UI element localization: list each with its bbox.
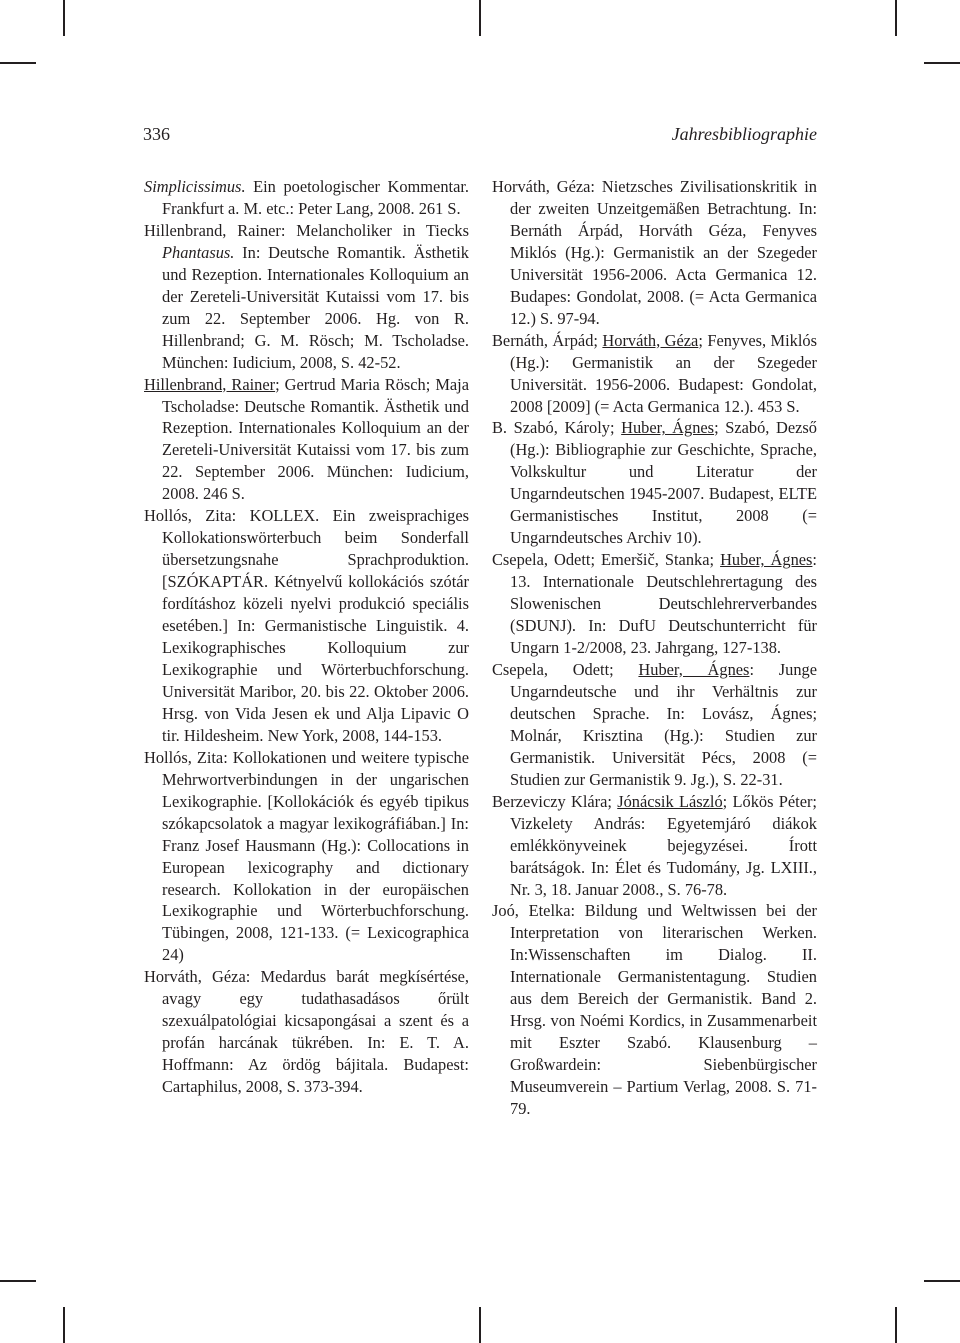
entry-underlined-author: Huber, Ágnes: [621, 418, 715, 438]
crop-mark-bottom-left-horizontal: [0, 1280, 36, 1282]
entry-underlined-author: Horváth, Géza: [602, 330, 699, 350]
entry-text: ; Szabó, Dezső (Hg.): Bibliographie zur Geschichte, Sprache, Volkskultur und Literatur der Ungarndeutschen 1945-2007. Budapest, ELTE Germanistisches Institut, 2008 (= Ungarndeutsches Archiv 10).: [510, 418, 817, 548]
crop-mark-top-right-vertical: [895, 0, 897, 36]
entry-italic-title: Phantasus.: [162, 242, 235, 262]
crop-mark-bottom-center: [479, 1307, 481, 1343]
left-column: [144, 176, 469, 1098]
crop-mark-bottom-left-vertical: [63, 1307, 65, 1343]
bibliography-entry: [492, 549, 817, 659]
bibliography-entry: [492, 791, 817, 901]
entry-author: Csepela, Odett; Emeršič, Stanka;: [492, 550, 721, 570]
bibliography-entry: [492, 417, 817, 549]
crop-mark-top-left-horizontal: [0, 62, 36, 64]
bibliography-entry: Hollós, Zita: KOLLEX. Ein zweisprachiges Kollokationswörterbuch beim Sonderfall übersetzungsnahe Sprachproduktion. [SZÓKAPTÁR. Kétnyelvű kollokációs szótár fordításhoz közeli nyelvi produkció speciális esetében.] In: Germanistische Linguistik. 4. Lexikographisches Kolloquium zur Lexikographie und Wörterbuchforschung. Universität Maribor, 20. bis 22. Oktober 2006. Hrsg. von Vida Jesen ek und Alja Lipavic O tir. Hildesheim. New York, 2008, 144-153.: [144, 506, 469, 745]
entry-underlined-author: Hillenbrand, Rainer: [144, 374, 276, 394]
bibliography-entry: [144, 176, 469, 220]
crop-mark-top-right-horizontal: [924, 62, 960, 64]
bibliography-entry: Hollós, Zita: Kollokationen und weitere typische Mehrwortverbindungen in der ungarischen Lexikographie. [Kollokációk és egyéb tipikus szókapcsolatok a magyar lexikográfiában.] In: Franz Josef Hausmann (Hg.): Collocations in European lexicography and dictionary research. Kollokation in der europäischen Lexikographie und Wörterbuchforschung. Tübingen, 2008, 121-133. (= Lexicographica 24): [144, 747, 469, 965]
entry-text: ; Lőkös Péter; Vizkelety András: Egyetemjáró diákok emlékkönyveinek bejegyzései. Írott barátságok. In: Élet és Tudomány, Jg. LXIII., Nr. 3, 18. Januar 2008., S. 76-78.: [510, 791, 817, 899]
entry-text: ; Gertrud Maria Rösch; Maja Tscholadse: Deutsche Romantik. Ästhetik und Rezeption. Internationales Kolloquium an der Zereteli-Universität Kutaissi vom 17. bis zum 22. September 2006. München: Iudicium, 2008. 246 S.: [162, 374, 469, 504]
bibliography-entry: [492, 659, 817, 791]
crop-mark-bottom-right-vertical: [895, 1307, 897, 1343]
running-head: [143, 124, 817, 148]
entry-underlined-author: Huber, Ágnes: [638, 659, 750, 679]
crop-mark-top-center: [479, 0, 481, 36]
entry-author: Bernáth, Árpád;: [492, 330, 603, 350]
page-number: 336: [143, 124, 170, 144]
entry-text: ; Fenyves, Miklós (Hg.): Germanistik an der Szegeder Universität. 1956-2006. Budapest: Gondolat, 2008 [2009] (= Acta Germanica 12.). 453 S.: [510, 330, 817, 416]
crop-mark-bottom-right-horizontal: [924, 1280, 960, 1282]
entry-underlined-author: Jónácsik László: [617, 791, 723, 811]
bibliography-entry: [492, 330, 817, 418]
bibliography-entry: [144, 220, 469, 374]
entry-author: B. Szabó, Károly;: [492, 418, 622, 438]
entry-text: In: Deutsche Romantik. Ästhetik und Rezeption. Internationales Kolloquium an der Zereteli-Universität Kutaissi vom 17. bis zum 22. September 2006. Hg. von R. Hillenbrand; G. M. Rösch; M. Tscholadse. München: Iudicium, 2008, S. 42-52.: [162, 242, 469, 372]
bibliography-entry: Horváth, Géza: Medardus barát megkísértése, avagy egy tudathasadásos őrült szexuálpatológiai kicsapongásai a szent és a profán harcának tükrében. In: E. T. A. Hoffmann: Az ördög bájitala. Budapest: Cartaphilus, 2008, S. 373-394.: [144, 967, 469, 1097]
bibliography-entry: Joó, Etelka: Bildung und Weltwissen bei der Interpretation von literarischen Werken. In:Wissenschaften im Dialog. II. Internationale Germanistentagung. Studien aus dem Bereich der Germanistik. Band 2. Hrsg. von Noémi Kordics, in Zusammenarbeit mit Eszter Szabó. Klausenburg – Großwardein: Siebenbürgischer Museumverein – Partium Verlag, 2008. S. 71-79.: [492, 901, 817, 1119]
crop-mark-top-left-vertical: [63, 0, 65, 36]
entry-italic-title: Simplicissimus.: [144, 177, 246, 196]
entry-underlined-author: Huber, Ágnes: [720, 550, 813, 570]
bibliography-entry: [144, 374, 469, 506]
entry-text: : Junge Ungarndeutsche und ihr Verhältnis zur deutschen Sprache. In: Lovász, Ágnes; Molnár, Krisztina (Hg.): Studien zur Germanistik. Universität Pécs, 2008 (= Studien zur Germanistik 9. Jg.), S. 22-31.: [510, 659, 817, 789]
right-column: [492, 176, 817, 1120]
entry-text: Ein poetologischer Kommentar. Frankfurt a. M. etc.: Peter Lang, 2008. 261 S.: [162, 177, 469, 218]
entry-author: Csepela, Odett;: [492, 659, 639, 679]
entry-text: : 13. Internationale Deutschlehrertagung des Slowenischen Deutschlehrerverbandes (SDUNJ). In: DufU Deutschunterricht für Ungarn 1-2/2008, 23. Jahrgang, 127-138.: [510, 550, 817, 658]
running-head-title: Jahresbibliographie: [671, 124, 817, 144]
entry-author: Berzeviczy Klára;: [492, 791, 618, 811]
entry-author: Hillenbrand, Rainer: Melancholiker in Tiecks: [144, 220, 469, 240]
bibliography-entry: Horváth, Géza: Nietzsches Zivilisationskritik in der zweiten Unzeitgemäßen Betrachtung. In: Bernáth Árpád, Horváth Géza, Fenyves Miklós (Hg.): Germanistik an der Szegeder Universität 1956-2006. Acta Germanica 12. Budapes: Gondolat, 2008. (= Acta Germanica 12.) S. 97-94.: [492, 177, 817, 328]
